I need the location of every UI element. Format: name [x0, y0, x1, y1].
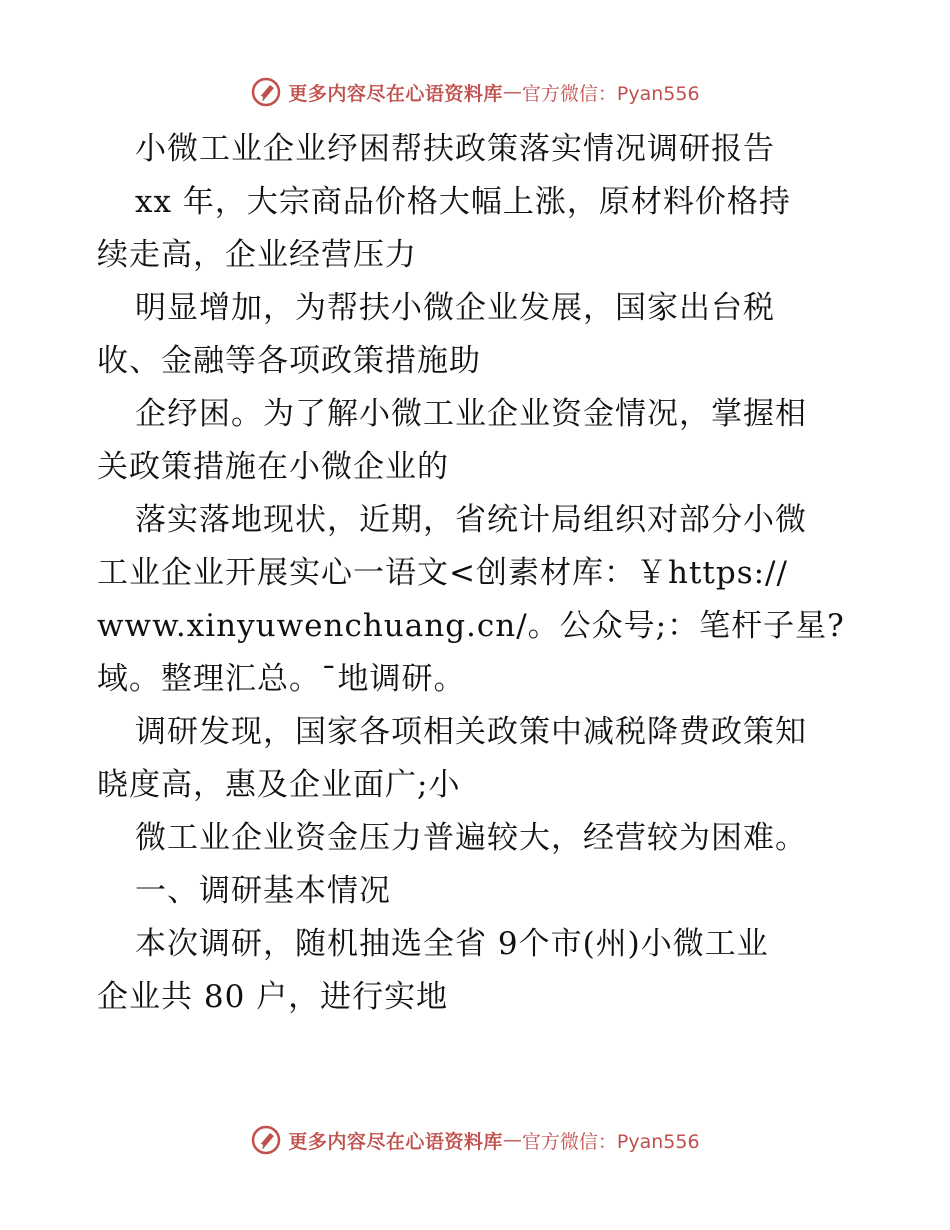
- paragraph-line: 收、金融等各项政策措施助: [97, 343, 481, 379]
- paragraph-line: 续走高，企业经营压力: [97, 237, 417, 273]
- paragraph-line: 调研发现，国家各项相关政策中减税降费政策知: [135, 714, 807, 750]
- banner-separator: —: [502, 1129, 522, 1151]
- banner-separator: —: [502, 81, 522, 103]
- document-body: [97, 123, 857, 1024]
- paragraph-line: 明显增加，为帮扶小微企业发展，国家出台税: [135, 290, 775, 326]
- paragraph-line: 微工业企业资金压力普遍较大，经营较为困难。: [135, 820, 807, 856]
- paragraph-line: www.xinyuwenchuang.cn/。公众号;：笔杆子星?: [97, 608, 845, 644]
- header-banner: [0, 72, 950, 112]
- paragraph-line: 工业企业开展实心一语文<创素材库：￥https://: [97, 555, 788, 591]
- paragraph-line: 域。整理汇总。¯地调研。: [97, 661, 466, 697]
- paragraph-line: 企纾困。为了解小微工业企业资金情况，掌握相: [135, 396, 807, 432]
- banner-brand: 更多内容尽在心语资料库: [288, 82, 503, 105]
- banner-brand: 更多内容尽在心语资料库: [288, 1130, 503, 1153]
- paragraph-line: 落实落地现状，近期，省统计局组织对部分小微: [135, 502, 807, 538]
- logo-icon: [250, 76, 282, 108]
- footer-banner: [0, 1120, 950, 1160]
- paragraph-line: 本次调研，随机抽选全省 9个市(州)小微工业: [135, 926, 769, 962]
- paragraph-line: 晓度高，惠及企业面广;小: [97, 767, 461, 803]
- banner-contact: 官方微信：Pyan556: [521, 1130, 700, 1153]
- paragraph-line: 关政策措施在小微企业的: [97, 449, 449, 485]
- paragraph-line: 企业共 80 户，进行实地: [97, 979, 449, 1015]
- document-title: 小微工业企业纾困帮扶政策落实情况调研报告: [135, 131, 775, 167]
- banner-contact: 官方微信：Pyan556: [521, 82, 700, 105]
- section-heading: 一、调研基本情况: [135, 873, 391, 909]
- paragraph-line: xx 年，大宗商品价格大幅上涨，原材料价格持: [135, 184, 791, 220]
- logo-icon: [250, 1124, 282, 1156]
